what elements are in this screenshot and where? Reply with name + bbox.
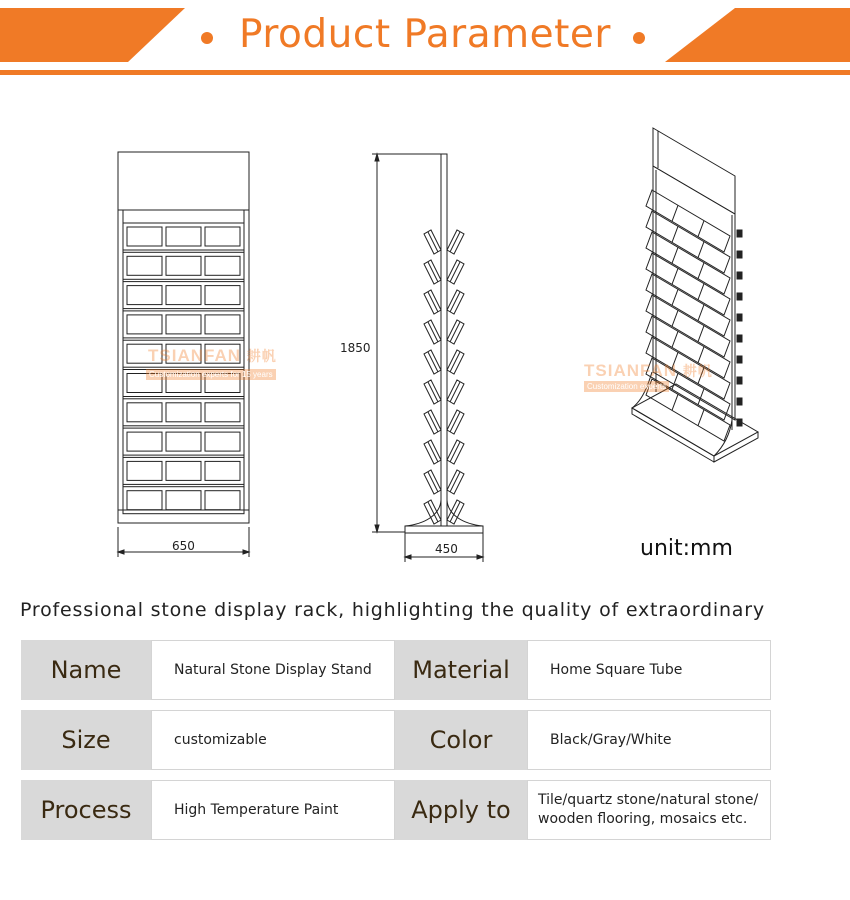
parameter-value: High Temperature Paint [151, 780, 395, 840]
iso-side-peg [737, 335, 742, 342]
iso-shelf-divider [698, 242, 704, 258]
base-width-label: 450 [435, 542, 458, 556]
height-label: 1850 [340, 341, 371, 355]
front-tile-slot [166, 227, 201, 246]
product-description: Professional stone display rack, highlighting the quality of extraordinary [20, 599, 765, 621]
watermark-text-3d: TSIANFAN [584, 361, 677, 380]
iso-side-peg [737, 314, 742, 321]
front-tile-slot [127, 403, 162, 422]
front-tile-slot [127, 491, 162, 510]
iso-shelf-divider [698, 263, 704, 279]
iso-side-peg [737, 251, 742, 258]
iso-shelf [646, 211, 730, 273]
iso-shelf-divider [672, 331, 678, 347]
parameter-label: Process [21, 780, 151, 840]
iso-shelf-divider [698, 410, 704, 426]
parameter-row [21, 780, 771, 840]
iso-shelf-divider [672, 268, 678, 284]
front-tile-slot [205, 491, 240, 510]
parameter-value: Tile/quartz stone/natural stone/ wooden flooring, mosaics etc. [527, 780, 771, 840]
front-tile-slot [166, 315, 201, 334]
parameter-row [21, 710, 771, 770]
watermark-3d [584, 361, 713, 381]
front-tile-slot [205, 227, 240, 246]
iso-shelf-divider [672, 394, 678, 410]
parameter-value: Home Square Tube [527, 640, 771, 700]
front-tile-slot [205, 432, 240, 451]
iso-shelf [646, 295, 730, 357]
iso-shelf-divider [672, 226, 678, 242]
iso-shelf-divider [698, 389, 704, 405]
front-tile-slot [205, 286, 240, 305]
front-tile-slot [205, 461, 240, 480]
front-tile-slot [166, 286, 201, 305]
page-title: Product Parameter [239, 12, 611, 57]
front-tile-slot [166, 403, 201, 422]
front-tile-slot [127, 315, 162, 334]
front-tile-slot [127, 286, 162, 305]
parameter-value: Black/Gray/White [527, 710, 771, 770]
iso-side-peg [737, 419, 742, 426]
front-tile-slot [166, 461, 201, 480]
iso-side-peg [737, 272, 742, 279]
parameter-row [21, 640, 771, 700]
iso-side-peg [737, 356, 742, 363]
iso-shelf-divider [698, 326, 704, 342]
iso-shelf-divider [672, 247, 678, 263]
unit-label: unit:mm [640, 536, 733, 561]
iso-shelf [646, 253, 730, 315]
parameter-label: Color [395, 710, 527, 770]
parameter-label: Material [395, 640, 527, 700]
watermark-tag-3d: Customization experts [584, 381, 669, 392]
front-tile-slot [166, 491, 201, 510]
front-width-label: 650 [172, 539, 195, 553]
watermark-text: TSIANFAN [148, 346, 241, 365]
perspective-view-drawing [632, 128, 758, 462]
side-view-drawing [372, 154, 483, 562]
iso-shelf [646, 232, 730, 294]
watermark-tag-front: Customization experts for 15 years [146, 369, 276, 380]
iso-shelf-divider [698, 284, 704, 300]
front-tile-slot [205, 403, 240, 422]
parameter-value: Natural Stone Display Stand [151, 640, 395, 700]
iso-shelf-divider [672, 310, 678, 326]
parameter-value: customizable [151, 710, 395, 770]
iso-side-peg [737, 230, 742, 237]
iso-shelf-divider [672, 289, 678, 305]
iso-shelf-divider [698, 221, 704, 237]
parameter-label: Apply to [395, 780, 527, 840]
watermark-cn-text-3d: 耕帆 [682, 363, 713, 379]
parameter-label: Name [21, 640, 151, 700]
iso-side-peg [737, 398, 742, 405]
watermark-front [148, 346, 277, 366]
front-tile-slot [127, 432, 162, 451]
iso-side-peg [737, 377, 742, 384]
iso-shelf-divider [698, 305, 704, 321]
iso-side-peg [737, 293, 742, 300]
front-tile-slot [205, 256, 240, 275]
front-tile-slot [166, 432, 201, 451]
front-tile-slot [127, 256, 162, 275]
front-tile-slot [205, 315, 240, 334]
iso-shelf-divider [672, 205, 678, 221]
front-tile-slot [127, 227, 162, 246]
iso-shelf [646, 274, 730, 336]
front-tile-slot [166, 256, 201, 275]
front-tile-slot [127, 461, 162, 480]
watermark-cn-text: 耕帆 [246, 348, 277, 364]
parameter-label: Size [21, 710, 151, 770]
